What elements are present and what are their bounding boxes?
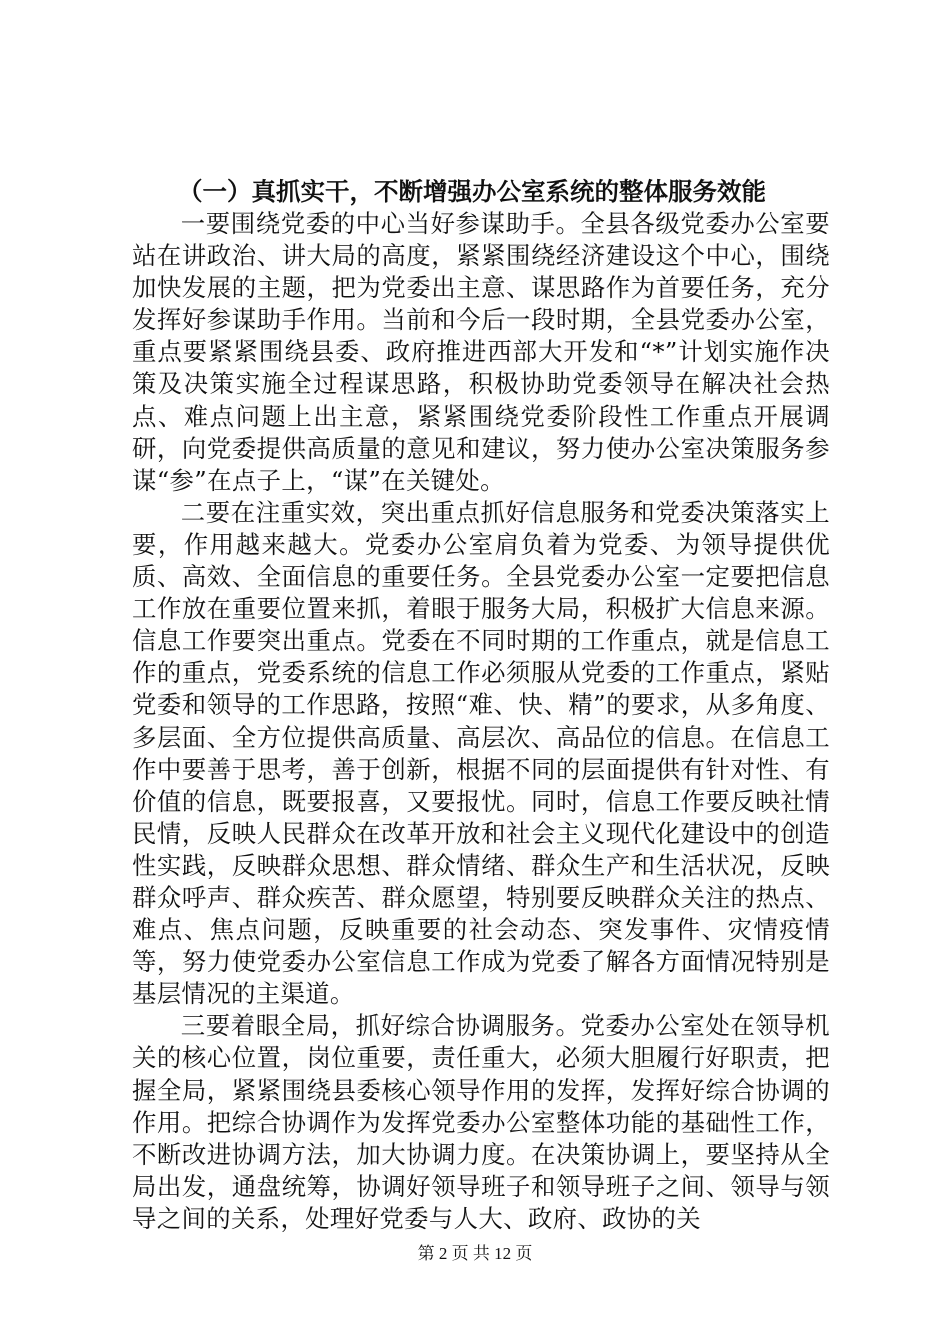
paragraph-3: 三要着眼全局，抓好综合协调服务。党委办公室处在领导机关的核心位置，岗位重要，责任重大，必须大胆履行好职责，把握全局，紧紧围绕县委核心领导作用的发挥，发挥好综合协调的作用。把综合协调作为发挥党委办公室整体功能的基础性工作，不断改进协调方法，加大协调力度。在决策协调上，要坚持从全局出发，通盘统筹，协调好领导班子和领导班子之间、领导与领导之间的关系，处理好党委与人大、政府、政协的关 [132, 1011, 830, 1233]
document-body [132, 208, 830, 1235]
section-heading: （一）真抓实干，不断增强办公室系统的整体服务效能 [178, 177, 766, 206]
paragraph-1: 一要围绕党委的中心当好参谋助手。全县各级党委办公室要站在讲政治、讲大局的高度，紧紧围绕经济建设这个中心，围绕加快发展的主题，把为党委出主意、谋思路作为首要任务，充分发挥好参谋助手作用。当前和今后一段时期，全县党委办公室，重点要紧紧围绕县委、政府推进西部大开发和“*”计划实施作决策及决策实施全过程谋思路，积极协助党委领导在解决社会热点、难点问题上出主意，紧紧围绕党委阶段性工作重点开展调研，向党委提供高质量的意见和建议，努力使办公室决策服务参谋“参”在点子上，“谋”在关键处。 [132, 209, 830, 495]
paragraph-2: 二要在注重实效，突出重点抓好信息服务和党委决策落实上要，作用越来越大。党委办公室肩负着为党委、为领导提供优质、高效、全面信息的重要任务。全县党委办公室一定要把信息工作放在重要位置来抓，着眼于服务大局，积极扩大信息来源。信息工作要突出重点。党委在不同时期的工作重点，就是信息工作的重点，党委系统的信息工作必须服从党委的工作重点，紧贴党委和领导的工作思路，按照“难、快、精”的要求，从多角度、多层面、全方位提供高质量、高层次、高品位的信息。在信息工作中要善于思考，善于创新，根据不同的层面提供有针对性、有价值的信息，既要报喜，又要报忧。同时，信息工作要反映社情民情，反映人民群众在改革开放和社会主义现代化建设中的创造性实践，反映群众思想、群众情绪、群众生产和生活状况，反映群众呼声、群众疾苦、群众愿望，特别要反映群众关注的热点、难点、焦点问题，反映重要的社会动态、突发事件、灾情疫情等，努力使党委办公室信息工作成为党委了解各方面情况特别是基层情况的主渠道。 [132, 497, 830, 1009]
page-number-footer: 第 2 页 共 12 页 [417, 1244, 533, 1263]
